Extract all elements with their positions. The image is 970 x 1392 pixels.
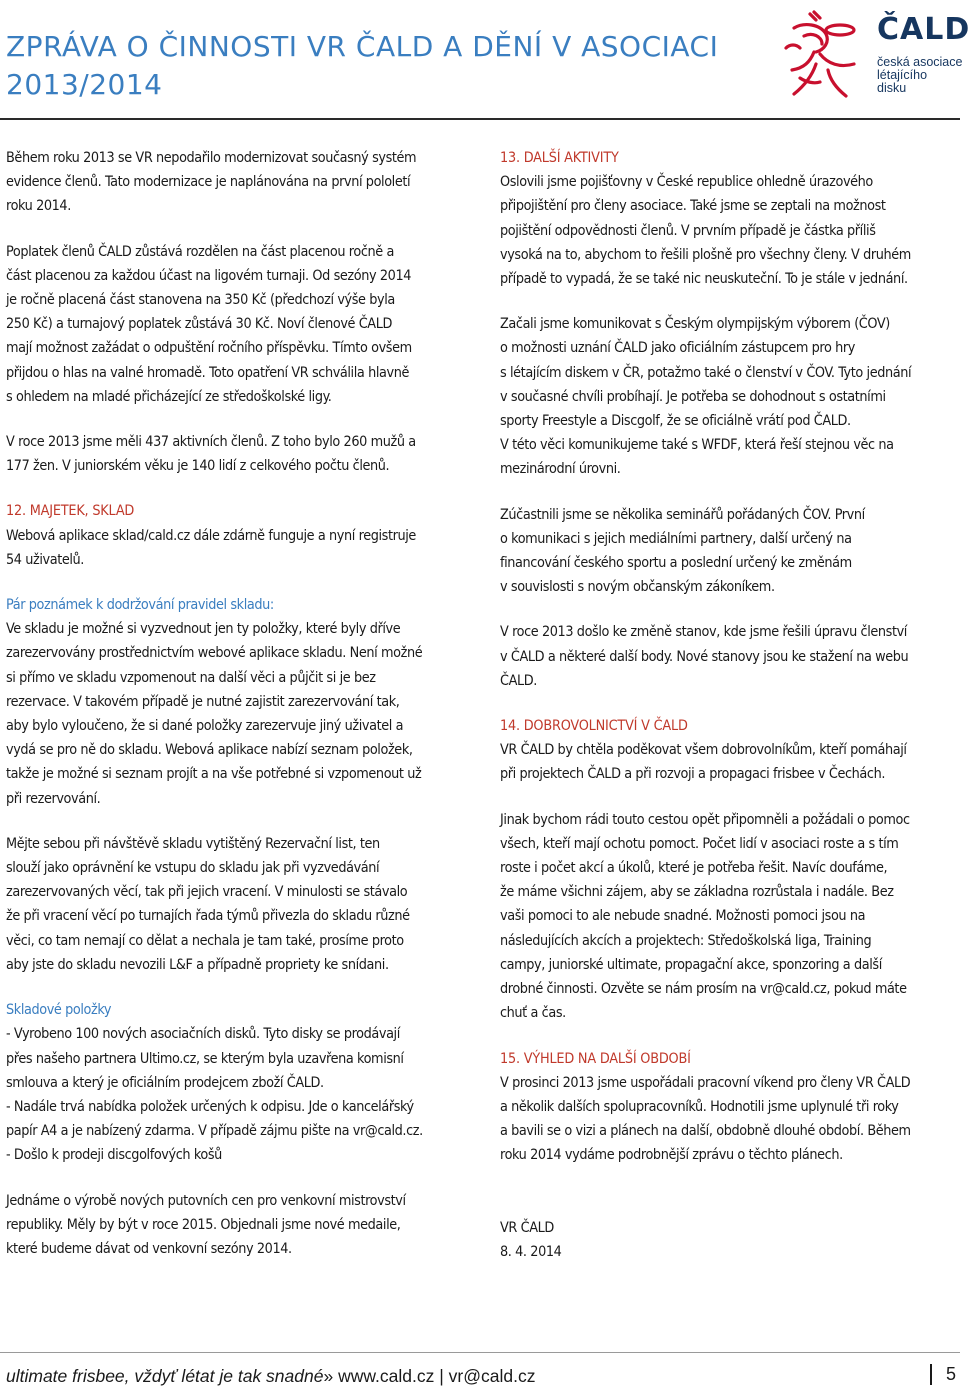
footer-arrows: »	[323, 1366, 334, 1386]
member-count-paragraph: V roce 2013 jsme měli 437 aktivních členů. Z toho bylo 260 mužů a 177 žen. V juniorském věku je 140 lidí z celkového počtu členů.	[6, 434, 416, 475]
volunteers-thanks-paragraph: 14. DOBROVOLNICTVÍ V ČALD VR ČALD by chtěla poděkovat všem dobrovolníkům, kteří pomáhají při projektech ČALD a při rozvoji a propagaci frisbee v Čechách.	[500, 714, 955, 787]
footer-separator: |	[439, 1366, 444, 1386]
footer-tagline: ultimate frisbee, vždyť létat je tak snadné	[6, 1366, 324, 1386]
cald-logo	[780, 6, 970, 106]
warehouse-rules-subheading: Pár poznámek k dodržování pravidel skladu:	[6, 597, 274, 614]
header-divider	[0, 118, 960, 120]
olympic-committee-paragraph: Začali jsme komunikovat s Českým olympijským výborem (ČOV) o možnosti uznání ČALD jako oficiálním zástupcem pro hry s létajícím diskem v ČR, potažmo také o členství v ČOV. Tyto jednání v současné chvíli probíhají. Je potřeba se dohodnout s ostatními sporty Freestyle a Discgolf, že se oficiálně vrátí pod ČALD. V této věci komunikujeme také s WFDF, která řeší stejnou věc na mezinárodní úrovni.	[500, 316, 912, 478]
section-14-heading: 14. DOBROVOLNICTVÍ V ČALD	[500, 718, 688, 735]
signature: VR ČALD 8. 4. 2014	[500, 1219, 562, 1260]
members-evidence-paragraph: Během roku 2013 se VR nepodařilo modernizovat současný systém evidence členů. Tato modernizace je naplánována na první pololetí roku 2014.	[6, 150, 417, 215]
frisbee-player-icon	[780, 6, 872, 106]
footer-divider	[0, 1352, 960, 1353]
right-column	[500, 146, 955, 1285]
warehouse-rules-paragraph: Pár poznámek k dodržování pravidel skladu: Ve skladu je možné si vyzvednout jen ty položky, které byly dříve zarezervovány prostřednictvím webové aplikace skladu. Není možné si přímo ve skladu vzpomenout na další věci a půjčit si je bez rezervace. V takovém případě je nutné zajistit zarezervování tak, aby bylo vyloučeno, že si dané položky zarezervuje jiný uživatel a vydá se pro ně do skladu. Webová aplikace nabízí seznam položek, takže je možné si seznam projít a na vše potřebné si vzpomenout už při rezervování.	[6, 593, 476, 811]
outlook-paragraph: 15. VÝHLED NA DALŠÍ OBDOBÍ V prosinci 2013 jsme uspořádali pracovní víkend pro členy VR ČALD a několik dalších spolupracovníků. Hodnotili jsme uplynulé tři roky a bavili se o vizi a plánech na další, obdobně dlouhé období. Během roku 2014 vydáme podrobnější zprávu o těchto plánech.	[500, 1047, 955, 1168]
footer-email-link[interactable]: vr@cald.cz	[448, 1366, 536, 1386]
warehouse-items-paragraph: Skladové položky - Vyrobeno 100 nových asociačních disků. Tyto disky se prodávají přes našeho partnera Ultimo.cz, se kterým byla uzavřena komisní smlouva a který je oficiálním prodejcem zboží ČALD. - Nadále trvá nabídka položek určených k odpisu. Jde o kancelářský papír A4 a je nabízený zdarma. V případě zájmu pište na vr@cald.cz. - Došlo k prodeji discgolfových košů	[6, 998, 476, 1167]
section-13-heading: 13. DALŠÍ AKTIVITY	[500, 150, 619, 166]
logo-subtitle	[877, 56, 962, 95]
logo-sub-line: létajícího	[877, 68, 928, 82]
logo-wordmark: ČALD	[877, 12, 970, 47]
warehouse-items-subheading: Skladové položky	[6, 1002, 112, 1019]
footer	[6, 1366, 535, 1387]
warehouse-app-paragraph: Webová aplikace sklad/cald.cz dále zdárně funguje a nyní registruje 54 uživatelů.	[6, 527, 416, 568]
membership-fee-paragraph: Poplatek členů ČALD zůstává rozdělen na část placenou ročně a část placenou za každou účast na ligovém turnaji. Od sezóny 2014 je ročně placená část stanovena na 350 Kč (předchozí výše byla 250 Kč) a turnajový poplatek zůstává 30 Kč. Noví členové ČALD mají možnost zažádat o odpuštění ročního příspěvku. Tímto ovšem přijdou o hlas na valné hromadě. Toto opatření VR schválila hlavně s ohledem na mladé přicházející ze středoškolské ligy.	[6, 243, 412, 405]
insurance-paragraph: 13. DALŠÍ AKTIVITY Oslovili jsme pojišťovny v České republice ohledně úrazového připojištění pro členy asociace. Také jsme se zeptali na možnost pojištění odpovědnosti členů. V prvním případě je částka příliš vysoká na to, abychom to řešili plošně pro všechny členy. V druhém případě to vypadá, že se také nic neuskuteční. To je stále v jednání.	[500, 146, 955, 291]
seminars-paragraph: Zúčastnili jsme se několika seminářů pořádaných ČOV. První o komunikaci s jejich mediálními partnery, další určený na financování českého sportu a poslední určený ke změnám v souvislosti s novým občanským zákoníkem.	[500, 506, 865, 596]
section-12-heading: 12. MAJETEK, SKLAD	[6, 503, 135, 520]
reservation-list-paragraph: Mějte sebou při návštěvě skladu vytištěný Rezervační list, ten slouží jako oprávnění ke vstupu do skladu jak při vyzvedávání zarezervovaných věcí, tak při jejich vracení. V minulosti se stávalo že při vracení věcí po turnajích řada týmů přivezla do skladu různé věci, co tam nemají co dělat a nechala je tam také, prosíme proto aby jste do skladu nevozili L&F a případně propriety ke snídani.	[6, 835, 410, 973]
left-column	[6, 146, 476, 1282]
logo-sub-line: disku	[877, 81, 907, 95]
logo-sub-line: česká asociace	[877, 55, 963, 69]
page-title: ZPRÁVA O ČINNOSTI VR ČALD A DĚNÍ V ASOCIACI	[6, 30, 719, 63]
statutes-paragraph: V roce 2013 došlo ke změně stanov, kde jsme řešili úpravu členství v ČALD a některé další body. Nové stanovy jsou ke stažení na webu ČALD.	[500, 624, 909, 689]
page-subtitle-year: 2013/2014	[6, 68, 163, 101]
section-15-heading: 15. VÝHLED NA DALŠÍ OBDOBÍ	[500, 1050, 691, 1067]
volunteers-call-paragraph: Jinak bychom rádi touto cestou opět připomněli a požádali o pomoc všech, kteří mají ochotu pomoct. Počet lidí v asociaci roste a s tím roste i počet akcí a úkolů, které je potřeba řešit. Navíc doufáme, že máme všichni zájem, aby se základna rozrůstala i nadále. Bez vaši pomoci to ale nebude snadné. Možnosti pomoci jsou na následujících akcích a projektech: Středoškolská liga, Training campy, juniorské ultimate, propagační akce, sponzoring a další drobné činnosti. Ozvěte se nám prosím na vr@cald.cz, pokud máte chuť a čas.	[500, 811, 910, 1022]
trophies-paragraph: Jednáme o výrobě nových putovních cen pro venkovní mistrovství republiky. Měly by být v roce 2015. Objednali jsme nové medaile, které budeme dávat od venkovní sezóny 2014.	[6, 1192, 406, 1257]
page-number: 5	[930, 1364, 956, 1385]
footer-web-link[interactable]: www.cald.cz	[338, 1366, 435, 1386]
